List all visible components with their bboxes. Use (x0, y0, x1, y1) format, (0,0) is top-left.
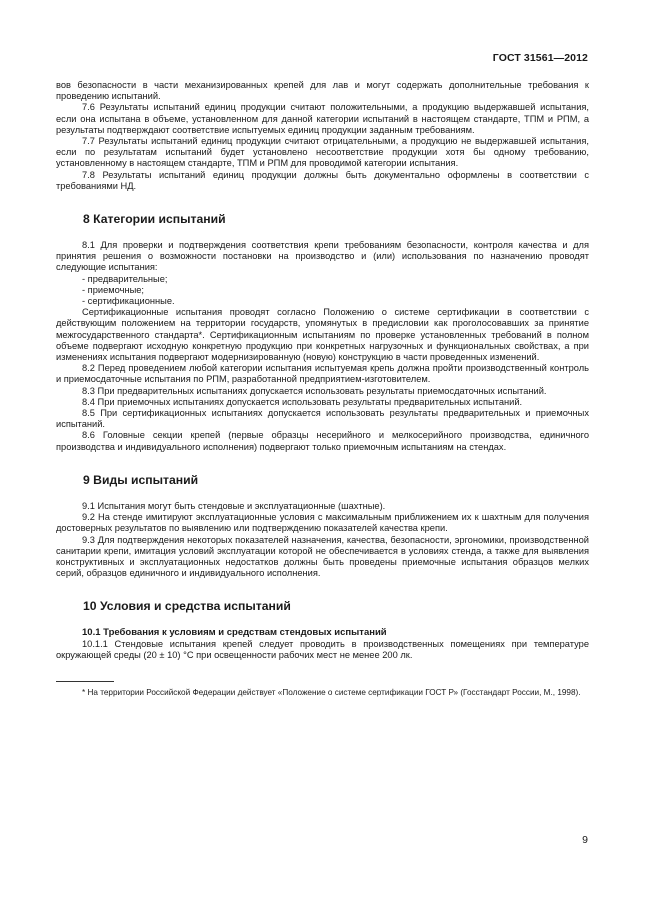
paragraph-8-3: 8.3 При предварительных испытаниях допускается использовать результаты приемосдаточных испытаний. (82, 385, 547, 396)
page-content (56, 80, 589, 699)
paragraph-8-2: 8.2 Перед проведением любой категории испытания испытуемая крепь должна пройти производственный контроль и приемосдаточные испытания по РПМ, разработанной предприятием-изготовителем. (56, 363, 589, 385)
paragraph-8-1: 8.1 Для проверки и подтверждения соответствия крепи требованиям безопасности, контроля качества и для принятия решения о возможности постановки на производство и (или) использования по назначению проводят следующие испытания: (56, 240, 589, 273)
paragraph-certification: Сертификационные испытания проводят согласно Положению о системе сертификации в соответствии с действующим положением на территории государств, упомянутых в предисловии как проголосовавших за принятие межгосударственного стандарта*. Сертификационным испытаниям по проверке установленных требований в полном объеме подвергают исходную конкретную продукцию при конкретных нагрузочных и функциональных свойствах, а при изменениях испытания подвергают модернизированную (новую) конструкцию в части проведенных изменений. (56, 307, 589, 363)
list-item: - предварительные; (82, 273, 168, 284)
paragraph-9-1: 9.1 Испытания могут быть стендовые и эксплуатационные (шахтные). (82, 500, 386, 511)
paragraph-7-8: 7.8 Результаты испытаний единиц продукции должны быть документально оформлены в соответствии с требованиями НД. (56, 169, 589, 191)
section-9-heading: 9 Виды испытаний (83, 472, 199, 487)
paragraph-continuation: вов безопасности в части механизированных крепей для лав и могут содержать дополнительные требования к проведению испытаний. (56, 80, 589, 102)
subsection-10-1-heading: 10.1 Требования к условиям и средствам стендовых испытаний (82, 627, 387, 639)
paragraph-8-4: 8.4 При приемочных испытаниях допускается использовать результаты предварительных испытаний. (82, 396, 523, 407)
paragraph-10-1-1: 10.1.1 Стендовые испытания крепей следует проводить в производственных помещениях при температуре окружающей среды (20 ± 10) °С при освещенности рабочих мест не менее 200 лк. (56, 638, 589, 661)
paragraph-8-5: 8.5 При сертификационных испытаниях допускается использовать результаты предварительных и приемочных испытаний. (56, 408, 589, 430)
footnote (56, 688, 589, 699)
section-10-heading: 10 Условия и средства испытаний (83, 599, 291, 614)
footnote-divider (56, 681, 114, 682)
paragraph-7-6: 7.6 Результаты испытаний единиц продукции считают положительными, а продукцию выдержавшей испытания, если она испытана в объеме, установленном для данной категории испытаний в настоящем стандарте, ТПМ и РПМ, а результаты подтверждают соответствие испытуемых единиц продукции заданным требованиям. (56, 102, 589, 135)
list-item: - приемочные; (82, 284, 145, 295)
paragraph-8-6: 8.6 Головные секции крепей (первые образцы несерийного и мелкосерийного производства, единичного производства и индивидуального исполнения) подвергают только приемочным испытаниям на стендах. (56, 430, 589, 452)
section-8-heading: 8 Категории испытаний (83, 212, 226, 227)
paragraph-7-7: 7.7 Результаты испытаний единиц продукции считают отрицательными, а продукцию не выдержавшей испытания, если по результатам испытаний будет установлено несоответствие продукции хотя бы одному требованию, установленному в настоящем стандарте, ТПМ и РПМ для проводимой категории испытания. (56, 136, 589, 169)
document-header: ГОСТ 31561—2012 (492, 52, 588, 64)
page-number: 9 (582, 834, 588, 846)
paragraph-9-3: 9.3 Для подтверждения некоторых показателей назначения, качества, безопасности, эргономики, производственной санитарии крепи, имитация условий эксплуатации которой не обеспечивается в условиях стенда, а также для выявления конструктивных и эксплуатационных недостатков должны быть проведены приемочные испытания образцов мелких серий, образцов единичного и индивидуального исполнения. (56, 534, 589, 579)
list-item: - сертификационные. (82, 296, 175, 307)
paragraph-9-2: 9.2 На стенде имитируют эксплуатационные условия с максимальным приближением их к шахтным для получения достоверных результатов по выявлению или подтверждению показателей качества крепи. (56, 512, 589, 534)
footnote-text: * На территории Российской Федерации действует «Положение о системе сертификации ГОСТ Р» (Госстандарт России, М., 1998). (82, 688, 581, 698)
